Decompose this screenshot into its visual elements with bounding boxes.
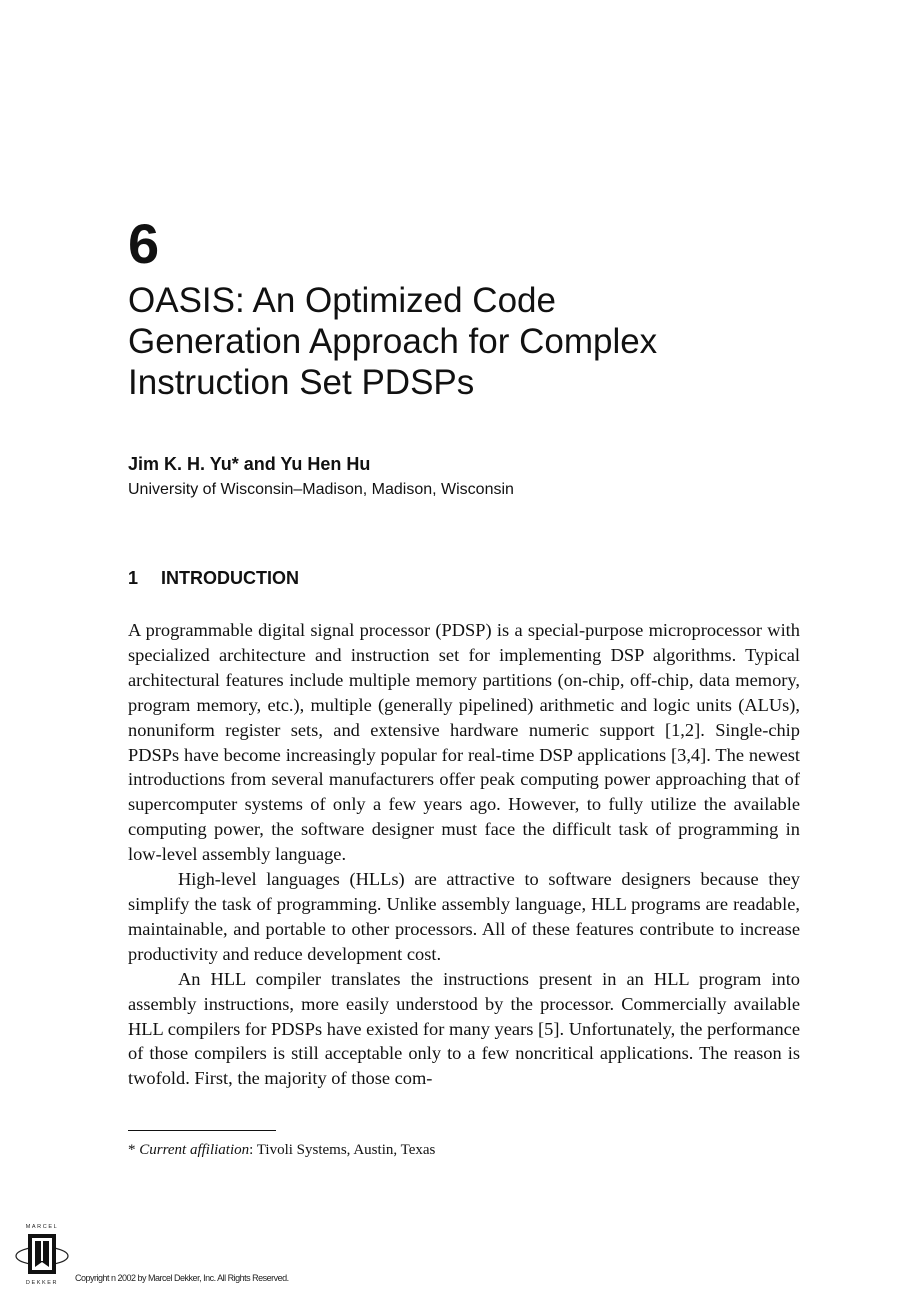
footnote-text: Tivoli Systems, Austin, Texas [256, 1142, 436, 1158]
footnote-marker: * [128, 1142, 140, 1158]
chapter-number: 6 [128, 212, 160, 275]
authors: Jim K. H. Yu* and Yu Hen Hu [128, 454, 371, 474]
logo-top-text: MARCEL [25, 1224, 59, 1230]
section-number: 1 [128, 568, 139, 588]
publisher-logo-icon [14, 1222, 70, 1286]
footnote-label: Current affiliation [139, 1142, 250, 1158]
logo-bottom-text: DEKKER [25, 1280, 59, 1286]
footnote-divider [128, 1130, 276, 1131]
section-title: INTRODUCTION [161, 568, 299, 588]
affiliation: University of Wisconsin–Madison, Madison, Wisconsin [128, 481, 514, 498]
body-text [128, 618, 800, 1091]
chapter-title-line: Instruction Set PDSPs [128, 363, 475, 402]
section-heading [128, 566, 299, 590]
copyright-notice: Copyright n 2002 by Marcel Dekker, Inc. All Rights Reserved. [75, 1273, 289, 1283]
paragraph: A programmable digital signal processor (PDSP) is a special-purpose microprocessor with specialized architecture and instruction set for implementing DSP algorithms. Typical architectural features include multiple memory partitions (on-chip, off-chip, data memory, program memory, etc.), multiple (generally pipelined) arithmetic and logic units (ALUs), nonuniform register sets, and extensive hardware numeric support [1,2]. Single-chip PDSPs have become increasingly popular for real-time DSP applications [3,4]. The newest introductions from several manufacturers offer peak computing power approaching that of supercomputer systems of only a few years ago. However, to fully utilize the available computing power, the software designer must face the difficult task of programming in low-level assembly language. [128, 620, 800, 865]
paragraph: High-level languages (HLLs) are attractive to software designers because they simplify the task of programming. Unlike assembly language, HLL programs are readable, maintainable, and portable to other processors. All of these features contribute to increase productivity and reduce development cost. [128, 869, 800, 964]
footnote [128, 1140, 435, 1160]
chapter-title [128, 280, 828, 403]
chapter-title-line: Generation Approach for Complex [128, 322, 658, 361]
chapter-title-line: OASIS: An Optimized Code [128, 281, 556, 320]
footnote-separator: : [249, 1142, 257, 1158]
paragraph: An HLL compiler translates the instructions present in an HLL program into assembly instructions, more easily understood by the processor. Commercially available HLL compilers for PDSPs have existed for many years [5]. Unfortunately, the performance of those compilers is still acceptable only to a few noncritical applications. The reason is twofold. First, the majority of those com- [128, 968, 800, 1089]
